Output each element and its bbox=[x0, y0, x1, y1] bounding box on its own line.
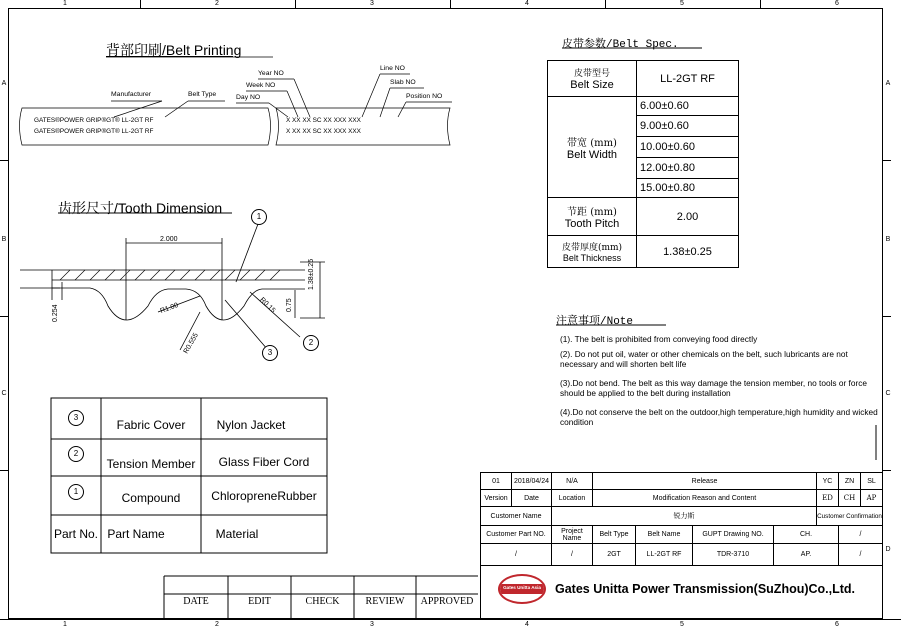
dim-pitch: 2.000 bbox=[160, 236, 178, 243]
note-item-3: (3).Do not bend. The belt as this way damage the tension member, no tools or force should be applied to the belt during installation bbox=[560, 378, 868, 398]
spec-pitch-cn: 节距 (mm) bbox=[567, 207, 617, 218]
note-item-2: (2). Do not put oil, water or other chemicals on the belt, such lubricants are not necessary and will shorten belt life bbox=[560, 349, 848, 369]
spec-pitch-val: 2.00 bbox=[637, 198, 739, 236]
belt-printing-title-cn: 背部印刷 bbox=[106, 43, 162, 59]
tb-ed-val: YC bbox=[817, 473, 839, 490]
dim-r2: R0.15 bbox=[258, 296, 277, 315]
zone-col-1-bottom: 1 bbox=[63, 621, 67, 628]
tooth-dimension-title-cn: 齿形尺寸 bbox=[58, 201, 114, 217]
note-title bbox=[556, 312, 633, 328]
tb-ap-label: AP bbox=[861, 490, 883, 507]
zone-row-c: C bbox=[1, 390, 7, 397]
zone-col-3-bottom: 3 bbox=[370, 621, 374, 628]
tb-ch2-label: CH. bbox=[774, 526, 839, 544]
approval-approved: APPROVED bbox=[420, 596, 474, 607]
note-title-en: /Note bbox=[600, 316, 634, 328]
zone-row-c-right: C bbox=[885, 390, 891, 397]
tb-customer-part-val: / bbox=[481, 544, 552, 566]
spec-thick-cn: 皮带厚度(mm) bbox=[561, 243, 623, 253]
tb-customer-name-label: Customer Name bbox=[481, 507, 552, 526]
zone-row-d-right: D bbox=[885, 546, 891, 553]
spec-size-en: Belt Size bbox=[570, 79, 614, 91]
label-manufacturer: Manufacturer bbox=[111, 91, 152, 98]
print-line-2-right: X XX XX SC XX XXX XXX bbox=[286, 128, 361, 135]
label-slab-no: Slab NO bbox=[390, 79, 416, 86]
tb-belt-name-label: Belt Name bbox=[636, 526, 693, 544]
label-position-no: Position NO bbox=[406, 93, 443, 100]
belt-spec-title bbox=[562, 35, 679, 51]
belt-spec-table bbox=[547, 60, 739, 268]
zone-col-3: 3 bbox=[370, 0, 374, 7]
note-item-4: (4).Do not conserve the belt on the outdoor,high temperature,high humidity and wicked condition bbox=[560, 407, 878, 427]
dim-base: 0.254 bbox=[52, 304, 59, 322]
tb-customer-part-label: Customer Part NO. bbox=[481, 526, 552, 544]
tb-content-val: Release bbox=[593, 473, 817, 490]
material-header-no: Part No. bbox=[53, 527, 98, 541]
tb-ap2-label: AP. bbox=[774, 544, 839, 566]
zone-col-4: 4 bbox=[525, 0, 529, 7]
spec-thick-en: Belt Thickness bbox=[562, 253, 622, 263]
tb-project-name-val: / bbox=[552, 544, 593, 566]
spec-width-en: Belt Width bbox=[566, 148, 618, 161]
label-year-no: Year NO bbox=[258, 70, 284, 77]
callout-1: 1 bbox=[251, 209, 267, 225]
note-title-cn: 注意事项 bbox=[556, 314, 600, 327]
tb-ed-label: ED bbox=[817, 490, 839, 507]
tb-belt-type-val: 2GT bbox=[593, 544, 636, 566]
tb-version-label: Version bbox=[481, 490, 512, 507]
tooth-dimension-title-en: /Tooth Dimension bbox=[114, 200, 223, 216]
company-name: Gates Unitta Power Transmission(SuZhou)Co.,Ltd. bbox=[555, 582, 856, 596]
tb-belt-type-label: Belt Type bbox=[593, 526, 636, 544]
zone-col-2: 2 bbox=[215, 0, 219, 7]
zone-col-5: 5 bbox=[680, 0, 684, 7]
gates-unitta-logo bbox=[498, 574, 546, 604]
zone-row-a-right: A bbox=[885, 80, 891, 87]
spec-width-1: 6.00±0.60 bbox=[637, 97, 739, 116]
logo-text: Gates Unitta Asia bbox=[503, 585, 541, 590]
label-line-no: Line NO bbox=[380, 65, 405, 72]
spec-thick-val: 1.38±0.25 bbox=[637, 236, 739, 268]
dim-total-thickness: 1.38±0.25 bbox=[308, 258, 315, 290]
label-belt-type: Belt Type bbox=[188, 91, 217, 98]
zone-col-5-bottom: 5 bbox=[680, 621, 684, 628]
zone-row-a: A bbox=[1, 80, 7, 87]
tb-date-val: 2018/04/24 bbox=[512, 473, 552, 490]
approval-check: CHECK bbox=[305, 596, 340, 607]
tb-project-name-label: Project Name bbox=[552, 526, 593, 544]
zone-col-2-bottom: 2 bbox=[215, 621, 219, 628]
material-part-3: Fabric Cover bbox=[116, 418, 186, 432]
approval-review: REVIEW bbox=[365, 596, 405, 607]
print-line-1-right: X XX XX SC XX XXX XXX bbox=[286, 117, 361, 124]
material-no-1: 1 bbox=[68, 484, 84, 500]
tb-ch-label: CH bbox=[839, 490, 861, 507]
zone-col-6-bottom: 6 bbox=[835, 621, 839, 628]
belt-spec-title-cn: 皮带参数 bbox=[562, 37, 606, 50]
belt-spec-title-en: /Belt Spec. bbox=[606, 39, 679, 51]
material-no-3: 3 bbox=[68, 410, 84, 426]
tb-location-label: Location bbox=[552, 490, 593, 507]
tb-ap-val: SL bbox=[861, 473, 883, 490]
tooth-dimension-title bbox=[58, 198, 222, 218]
tb-ch-val: ZN bbox=[839, 473, 861, 490]
print-line-2-left: GATES®POWER GRIP®GT® LL-2GT RF bbox=[34, 128, 154, 135]
title-block-table bbox=[480, 472, 883, 566]
material-part-1: Compound bbox=[121, 491, 181, 505]
material-no-2: 2 bbox=[68, 446, 84, 462]
zone-row-b-right: B bbox=[885, 236, 891, 243]
zone-col-6: 6 bbox=[835, 0, 839, 7]
material-name-2: Glass Fiber Cord bbox=[218, 455, 310, 469]
spec-pitch-en: Tooth Pitch bbox=[564, 218, 620, 230]
zone-col-4-bottom: 4 bbox=[525, 621, 529, 628]
material-part-2: Tension Member bbox=[106, 457, 196, 471]
print-line-1-left: GATES®POWER GRIP®GT® LL-2GT RF bbox=[34, 117, 154, 124]
dim-r3: R0.555 bbox=[182, 331, 200, 356]
tb-gupt-drawing-val: TDR-3710 bbox=[693, 544, 774, 566]
material-header-material: Material bbox=[215, 527, 259, 541]
callout-2: 2 bbox=[303, 335, 319, 351]
tb-ap2-val: / bbox=[839, 544, 883, 566]
tb-location-val: N/A bbox=[552, 473, 593, 490]
approval-date: DATE bbox=[183, 596, 209, 607]
material-header-part: Part Name bbox=[107, 527, 165, 541]
tb-ch2-val: / bbox=[839, 526, 883, 544]
dim-tooth-height: 0.75 bbox=[286, 298, 293, 312]
tb-version-val: 01 bbox=[481, 473, 512, 490]
label-week-no: Week NO bbox=[246, 82, 276, 89]
tb-customer-confirmation: Customer Confirmation bbox=[817, 507, 883, 526]
tb-customer-name-val: 锐力斯 bbox=[552, 507, 817, 526]
approval-edit: EDIT bbox=[248, 596, 271, 607]
material-name-3: Nylon Jacket bbox=[216, 418, 286, 432]
spec-size-val: LL-2GT RF bbox=[637, 61, 739, 97]
spec-width-2: 9.00±0.60 bbox=[637, 116, 739, 137]
belt-printing-title-en: /Belt Printing bbox=[162, 42, 242, 58]
spec-width-4: 12.00±0.80 bbox=[637, 158, 739, 179]
material-name-1: ChloropreneRubber bbox=[211, 489, 317, 503]
tb-content-label: Modification Reason and Content bbox=[593, 490, 817, 507]
spec-width-3: 10.00±0.60 bbox=[637, 137, 739, 158]
tb-date-label: Date bbox=[512, 490, 552, 507]
callout-3: 3 bbox=[262, 345, 278, 361]
spec-width-cn: 带宽 (mm) bbox=[567, 137, 617, 149]
note-item-1: (1). The belt is prohibited from conveying food directly bbox=[560, 334, 758, 344]
zone-row-b: B bbox=[1, 236, 7, 243]
tb-belt-name-val: LL-2GT RF bbox=[636, 544, 693, 566]
zone-col-1: 1 bbox=[63, 0, 67, 7]
label-day-no: Day NO bbox=[236, 94, 261, 101]
spec-size-cn: 皮带型号 bbox=[573, 69, 610, 79]
spec-width-5: 15.00±0.80 bbox=[637, 179, 739, 198]
tb-gupt-drawing-label: GUPT Drawing NO. bbox=[693, 526, 774, 544]
dim-r1: R1.00 bbox=[159, 302, 180, 315]
